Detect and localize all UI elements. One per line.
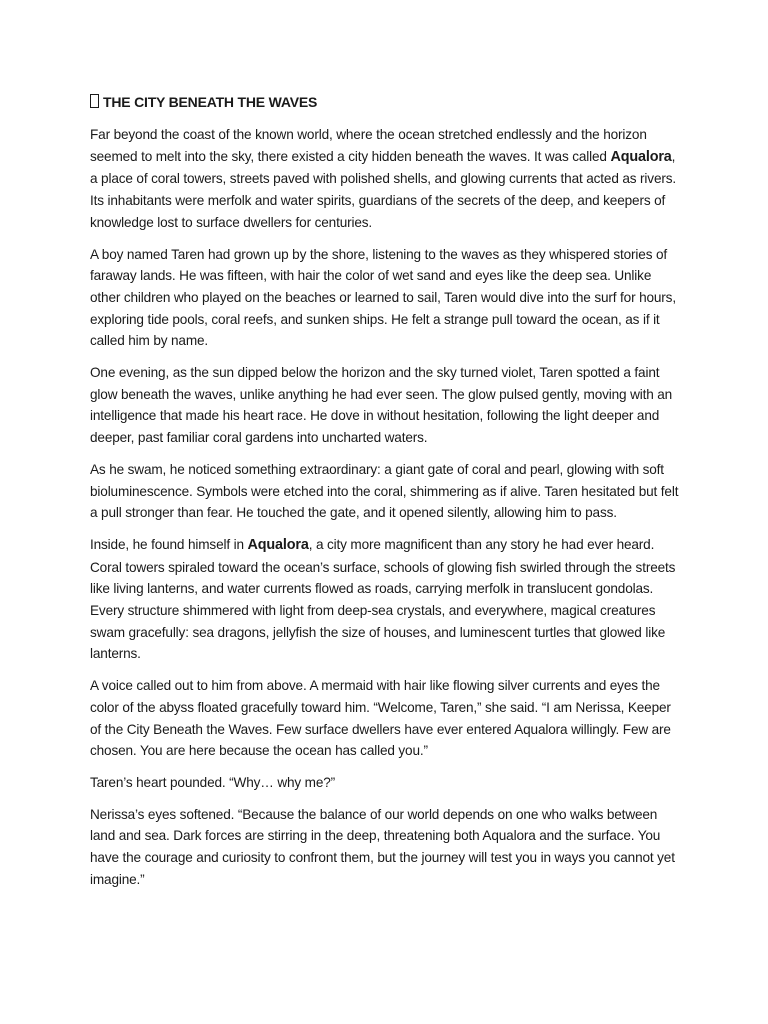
document-title — [90, 92, 680, 112]
paragraph-1-bold: Aqualora — [610, 148, 672, 165]
paragraph-3: One evening, as the sun dipped below the horizon and the sky turned violet, Taren spotted a faint glow beneath the waves, unlike anything he had ever seen. The glow pulsed gently, moving with an intelligence that made his heart race. He dove in without hesitation, following the light deeper and deeper, past familiar coral gardens into uncharted waters. — [90, 365, 673, 446]
document-page — [90, 92, 680, 901]
missing-glyph-icon — [90, 94, 99, 108]
paragraph-5-text-a: Inside, he found himself in — [90, 536, 248, 552]
paragraph-1-text-a: Far beyond the coast of the known world, where the ocean stretched endlessly and the horizon seemed to melt into the sky, there existed a city hidden beneath the waves. It was called — [90, 127, 647, 164]
paragraph-2: A boy named Taren had grown up by the shore, listening to the waves as they whispered stories of faraway lands. He was fifteen, with hair the color of wet sand and eyes like the deep sea. Unlike other children who played on the beaches or learned to sail, Taren would dive into the surf for hours, exploring tide pools, coral reefs, and sunken ships. He felt a strange pull toward the ocean, as if it called him by name. — [90, 246, 676, 349]
paragraph-1-text-b: , a place of coral towers, streets paved with polished shells, and glowing currents that acted as rivers. Its inhabitants were merfolk and water spirits, guardians of the secrets of the deep, and keepers of knowledge lost to surface dwellers for centuries. — [90, 148, 677, 230]
paragraph-8: Nerissa’s eyes softened. “Because the balance of our world depends on one who walks between land and sea. Dark forces are stirring in the deep, threatening both Aqualora and the surface. You have the courage and curiosity to confront them, but the journey will test you in ways you cannot yet imagine.” — [90, 806, 675, 887]
paragraph-6: A voice called out to him from above. A mermaid with hair like flowing silver currents and eyes the color of the abyss floated gracefully toward him. “Welcome, Taren,” she said. “I am Nerissa, Keeper of the City Beneath the Waves. Few surface dwellers have ever entered Aqualora willingly. Few are chosen. You are here because the ocean has called you.” — [90, 678, 671, 759]
paragraph-7: Taren’s heart pounded. “Why… why me?” — [90, 774, 336, 790]
paragraph-1 — [90, 124, 680, 234]
paragraph-5-text-b: , a city more magnificent than any story he had ever heard. Coral towers spiraled toward the ocean’s surface, schools of glowing fish swirled through the streets like living lanterns, and water currents flowed as roads, carrying merfolk in translucent gondolas. Every structure shimmered with light from deep-sea crystals, and everywhere, magical creatures swam gracefully: sea dragons, jellyfish the size of houses, and luminescent turtles that glowed like lanterns. — [90, 536, 676, 662]
paragraph-5 — [90, 534, 680, 665]
paragraph-5-bold: Aqualora — [247, 536, 309, 553]
title-text: THE CITY BENEATH THE WAVES — [103, 94, 318, 110]
paragraph-4: As he swam, he noticed something extraordinary: a giant gate of coral and pearl, glowing with soft bioluminescence. Symbols were etched into the coral, shimmering as if alive. Taren hesitated but felt a pull stronger than fear. He touched the gate, and it opened silently, allowing him to pass. — [90, 461, 679, 521]
